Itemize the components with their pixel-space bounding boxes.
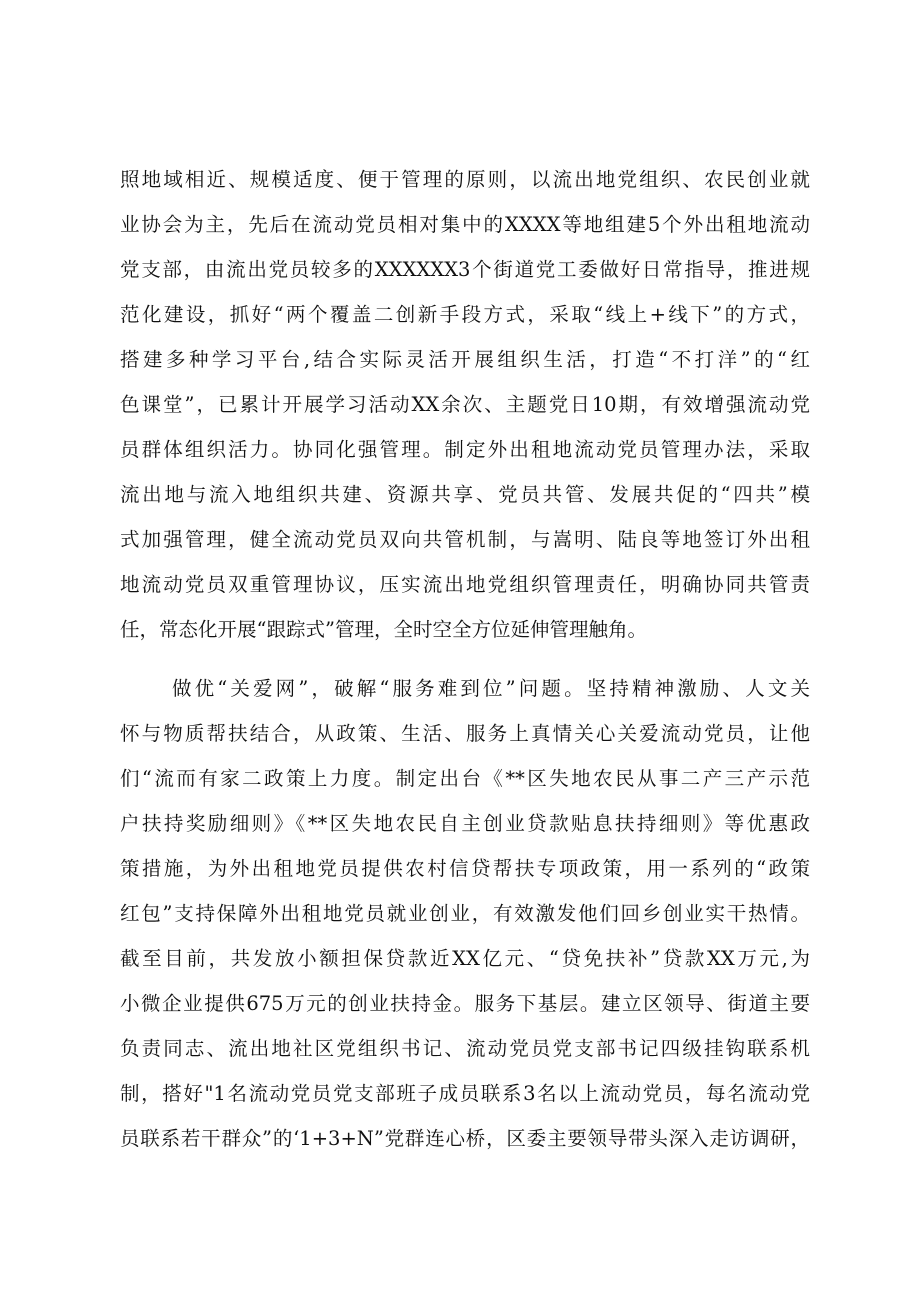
text-line: 员群体组织活力。协同化强管理。制定外出租地流动党员管理办法，采取: [120, 438, 810, 461]
text-line: 照地域相近、规模适度、便于管理的原则，以流出地党组织、农民创业就: [120, 168, 810, 191]
text-line: 流出地与流入地组织共建、资源共享、党员共管、发展共促的“四共”模: [120, 483, 810, 506]
text-line: 们“流而有家二政策上力度。制定出台《**区失地农民从事二产三产示范: [120, 767, 810, 790]
paragraph-1: [120, 157, 810, 652]
text-line: 党支部，由流出党员较多的XXXXXX3个街道党工委做好日常指导，推进规: [120, 258, 810, 281]
text-line: 做优“关爱网”，破解“服务难到位”问题。坚持精神激励、人文关: [172, 677, 810, 700]
text-line: 截至目前，共发放小额担保贷款近XX亿元、“贷免扶补”贷款XX万元,为: [120, 947, 810, 970]
text-line: 户扶持奖励细则》《**区失地农民自主创业贷款贴息扶持细则》等优惠政: [120, 812, 810, 835]
text-line: 小微企业提供675万元的创业扶持金。服务下基层。建立区领导、街道主要: [120, 992, 810, 1015]
text-line: 制，搭好"1名流动党员党支部班子成员联系3名以上流动党员，每名流动党: [120, 1082, 810, 1105]
text-line: 策措施，为外出租地党员提供农村信贷帮扶专项政策，用一系列的“政策: [120, 857, 810, 880]
text-line: 员联系若干群众”的‘1+3+N”党群连心桥，区委主要领导带头深入走访调研，: [120, 1127, 810, 1150]
document-body: [120, 157, 810, 1161]
text-line: 红包”支持保障外出租地党员就业创业，有效激发他们回乡创业实干热情。: [120, 902, 810, 925]
text-line: 地流动党员双重管理协议，压实流出地党组织管理责任，明确协同共管责: [120, 573, 810, 596]
text-line: 怀与物质帮扶结合，从政策、生活、服务上真情关心关爱流动党员，让他: [120, 722, 810, 745]
text-line: 搭建多种学习平台,结合实际灵活开展组织生活，打造“不打洋”的“红: [120, 348, 810, 371]
text-line: 任，常态化开展“跟踪式”管理，全时空全方位延伸管理触角。: [120, 618, 647, 641]
paragraph-2: [120, 666, 810, 1161]
text-line: 式加强管理，健全流动党员双向共管机制，与嵩明、陆良等地签订外出租: [120, 528, 810, 551]
text-line: 色课堂”，已累计开展学习活动XX余次、主题党日10期，有效增强流动党: [120, 393, 810, 416]
paragraph-spacer: [120, 652, 810, 666]
text-line: 负责同志、流出地社区党组织书记、流动党员党支部书记四级挂钩联系机: [120, 1037, 810, 1060]
text-line: 范化建设，抓好“两个覆盖二创新手段方式，采取“线上+线下”的方式，: [120, 303, 810, 326]
text-line: 业协会为主，先后在流动党员相对集中的XXXX等地组建5个外出租地流动: [120, 213, 810, 236]
